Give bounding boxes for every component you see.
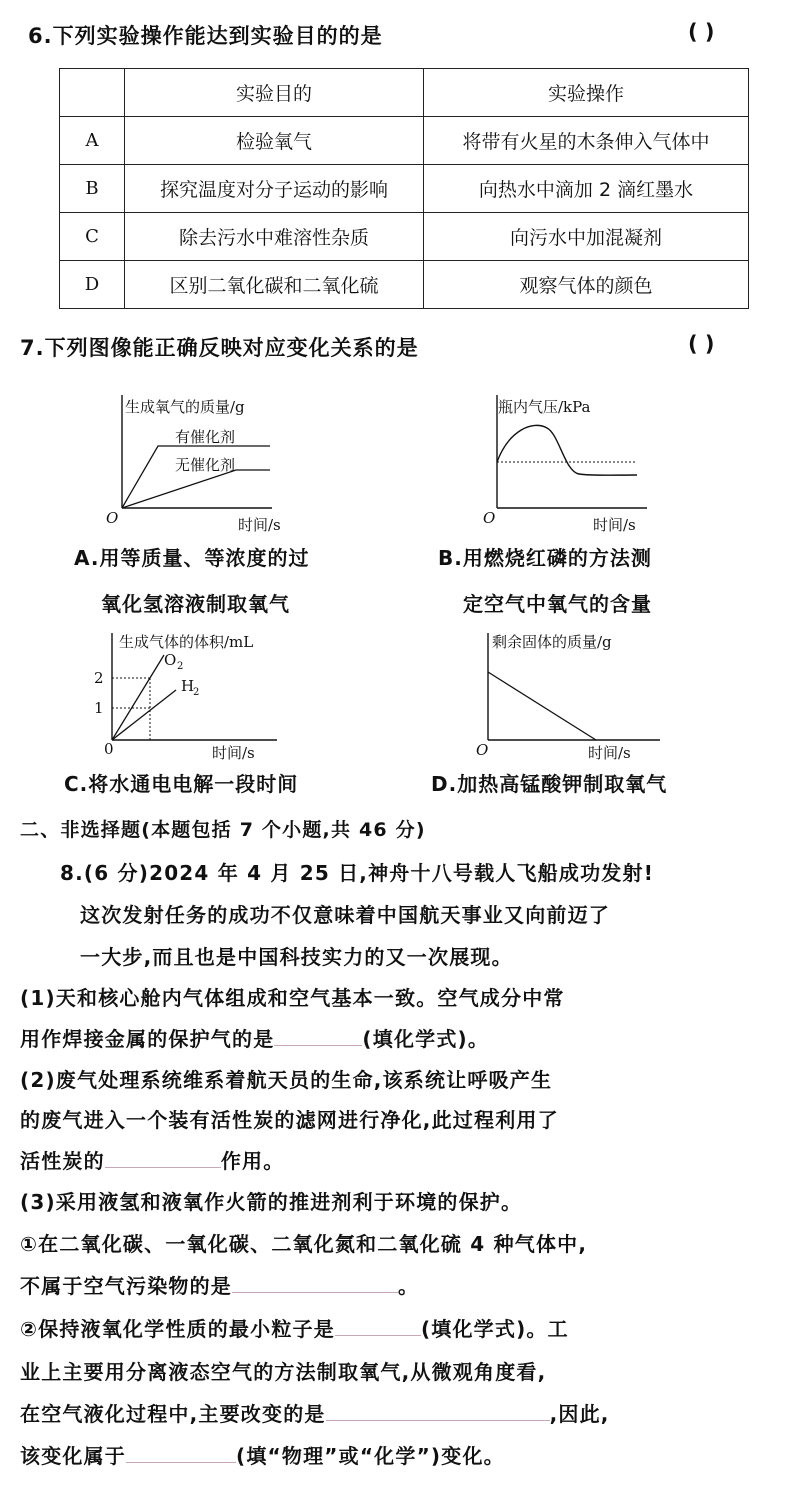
row-letter: A [60,117,125,165]
q8-line-3: 一大步,而且也是中国科技实力的又一次展现。 [80,945,513,969]
q6-title: 6.下列实验操作能达到实验目的的是 [28,24,383,48]
graph-d-origin: O [476,741,489,759]
h2-subscript: 2 [193,687,200,698]
q8-part2-line-c [20,1145,284,1174]
graph-d-caption: D.加热高锰酸钾制取氧气 [431,772,668,796]
graph-b-caption-2: 定空气中氧气的含量 [463,592,652,616]
o2-label: O [164,651,177,669]
o2-subscript: 2 [177,661,184,672]
q8-part3-2d-prompt: 该变化属于 [20,1444,126,1468]
row-operation: 将带有火星的木条伸入气体中 [424,117,749,165]
q8-part3-2c-suffix: ,因此, [549,1402,610,1426]
q8-part1-line-b [20,1023,489,1052]
graph-b-caption-1: B.用燃烧红磷的方法测 [438,546,652,570]
o2-line [112,655,164,740]
pressure-curve [497,425,637,475]
q8-line-1: 8.(6 分)2024 年 4 月 25 日,神舟十八号载人飞船成功发射! [60,861,655,885]
table-header-row [60,69,749,117]
answer-blank-protective-gas[interactable] [274,1025,362,1046]
header-goal: 实验目的 [125,69,424,117]
graph-b-xlabel: 时间/s [593,516,636,534]
graph-c-tick-2: 2 [94,669,104,687]
graph-d-xlabel: 时间/s [588,744,631,762]
q8-line-2: 这次发射任务的成功不仅意味着中国航天事业又向前迈了 [80,903,610,927]
q8-part3-2c-prompt: 在空气液化过程中,主要改变的是 [20,1402,326,1426]
row-letter: C [60,213,125,261]
table-row [60,117,749,165]
remaining-solid-line [488,672,596,740]
table-row [60,165,749,213]
graph-c-origin: 0 [104,740,114,758]
without-catalyst-line [122,470,270,508]
row-letter: B [60,165,125,213]
q8-part3-2-line-c [20,1398,610,1427]
row-operation: 向污水中加混凝剂 [424,213,749,261]
table-corner-cell [60,69,125,117]
q8-part3-2-line-d [20,1440,505,1469]
q8-part2-line-a: (2)废气处理系统维系着航天员的生命,该系统让呼吸产生 [20,1068,553,1092]
row-goal: 检验氧气 [125,117,424,165]
q8-part3-2-prompt: ②保持液氧化学性质的最小粒子是 [20,1317,335,1341]
q8-part3-1-line-a: ①在二氧化碳、一氧化碳、二氧化氮和二氧化硫 4 种气体中, [20,1232,588,1256]
q8-part2-prompt: 活性炭的 [20,1149,105,1173]
graph-c [92,625,332,765]
row-letter: D [60,261,125,309]
header-operation: 实验操作 [424,69,749,117]
q8-part2-suffix: 作用。 [220,1149,285,1173]
answer-blank-activated-carbon[interactable] [105,1147,221,1168]
graph-c-xlabel: 时间/s [212,744,255,762]
q8-part3-1-line-b [20,1270,419,1299]
row-operation: 观察气体的颜色 [424,261,749,309]
graph-c-caption: C.将水通电电解一段时间 [64,772,299,796]
q8-part1-suffix: (填化学式)。 [362,1027,490,1051]
graph-a-xlabel: 时间/s [238,516,281,534]
graph-a-caption-2: 氧化氢溶液制取氧气 [101,592,290,616]
answer-blank-smallest-particle[interactable] [335,1315,421,1336]
graph-b-origin: O [483,509,496,527]
table-row [60,213,749,261]
q8-part3-1-prompt: 不属于空气污染物的是 [20,1274,232,1298]
graph-a-caption-1: A.用等质量、等浓度的过 [74,546,310,570]
q8-part2-line-b: 的废气进入一个装有活性炭的滤网进行净化,此过程利用了 [20,1108,559,1132]
h2-line [112,690,176,740]
graph-c-tick-1: 1 [94,699,104,717]
graph-a-line1-label: 有催化剂 [175,428,236,446]
q7-answer-paren: ( ) [688,332,715,356]
q8-part3-2-line-a [20,1313,569,1342]
answer-blank-main-change[interactable] [326,1400,550,1421]
graph-c-ylabel: 生成气体的体积/mL [119,633,254,651]
q8-part1-line-a: (1)天和核心舱内气体组成和空气基本一致。空气成分中常 [20,986,565,1010]
graph-d [470,625,710,765]
q8-part3-2d-suffix: (填“物理”或“化学”)变化。 [236,1444,505,1468]
q8-part3-line: (3)采用液氢和液氧作火箭的推进剂利于环境的保护。 [20,1190,523,1214]
q8-part3-2-suffix: (填化学式)。工 [420,1317,569,1341]
graph-a-origin: O [106,509,119,527]
q6-table [59,68,749,309]
section-2-heading: 二、非选择题(本题包括 7 个小题,共 46 分) [20,819,426,841]
q8-part1-prompt: 用作焊接金属的保护气的是 [20,1027,275,1051]
row-goal: 探究温度对分子运动的影响 [125,165,424,213]
q6-answer-paren: ( ) [688,20,715,44]
graph-b [475,390,675,535]
q8-part3-1-suffix: 。 [398,1274,420,1298]
q8-part3-2-line-b: 业上主要用分离液态空气的方法制取氧气,从微观角度看, [20,1360,547,1384]
graph-a [100,390,300,535]
row-operation: 向热水中滴加 2 滴红墨水 [424,165,749,213]
graph-b-ylabel: 瓶内气压/kPa [498,398,591,416]
answer-blank-change-type[interactable] [126,1442,236,1463]
row-goal: 区别二氧化碳和二氧化硫 [125,261,424,309]
graph-d-ylabel: 剩余固体的质量/g [492,633,612,651]
graph-a-ylabel: 生成氧气的质量/g [125,398,245,416]
table-row [60,261,749,309]
graph-a-line2-label: 无催化剂 [175,456,236,474]
q7-title: 7.下列图像能正确反映对应变化关系的是 [20,336,419,360]
h2-label: H [181,677,195,695]
answer-blank-non-pollutant[interactable] [232,1272,398,1293]
row-goal: 除去污水中难溶性杂质 [125,213,424,261]
